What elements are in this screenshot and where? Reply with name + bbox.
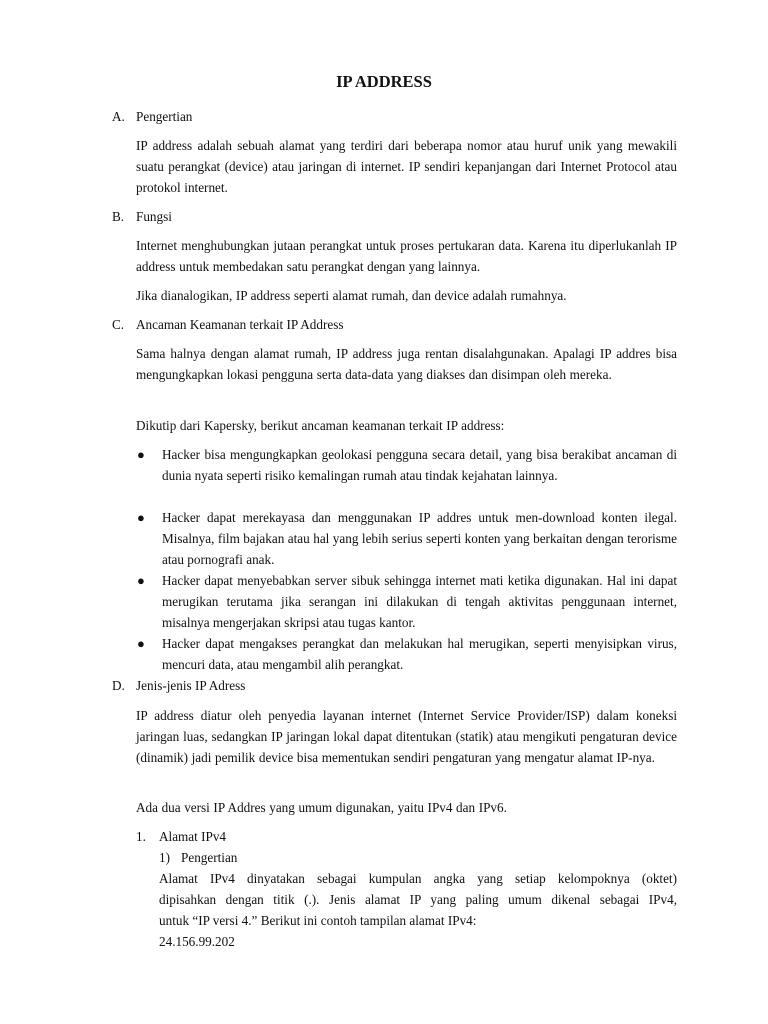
bullet-item: [136, 444, 677, 486]
bullet-text: Hacker bisa mengungkapkan geolokasi pengguna secara detail, yang bisa berakibat ancaman di dunia nyata seperti risiko kemalingan rumah atau tindak kejahatan lainnya.: [162, 447, 677, 483]
section-c-heading: [112, 314, 344, 335]
bullet-text: Hacker dapat mengakses perangkat dan melakukan hal merugikan, seperti menyisipkan virus, mencuri data, atau mengambil alih perangkat.: [162, 636, 677, 672]
bullet-item: [136, 570, 677, 633]
bullet-icon: ●: [137, 636, 145, 651]
section-d-paragraph-1: IP address diatur oleh penyedia layanan internet (Internet Service Provider/ISP) dalam koneksi jaringan luas, sedangkan IP jaringan lokal dapat ditentukan (statik) atau mengikuti pengaturan device (dinamik) jadi pemilik device bisa mementukan sendiri pengaturan yang mengatur alamat IP-nya.: [136, 708, 677, 765]
bullet-icon: ●: [137, 447, 145, 462]
section-a-paragraph-1: IP address adalah sebuah alamat yang terdiri dari beberapa nomor atau huruf unik yang mewakili suatu perangkat (device) atau jaringan di internet. IP sendiri kepanjangan dari Internet Protocol atau protokol internet.: [136, 138, 677, 195]
section-a-heading: [112, 106, 192, 127]
section-b-title: Fungsi: [136, 209, 172, 224]
section-a-title: Pengertian: [136, 109, 193, 124]
section-a-label: A.: [112, 109, 125, 124]
subsection-text-line: untuk “IP versi 4.” Berikut ini contoh tampilan alamat IPv4:: [159, 913, 477, 928]
section-b-paragraph-2: Jika dianalogikan, IP address seperti alamat rumah, dan device adalah rumahnya.: [136, 288, 567, 303]
document-title: IP ADDRESS: [336, 72, 432, 91]
subsection-label: 1.: [136, 829, 146, 844]
section-c-paragraph-2: Dikutip dari Kapersky, berikut ancaman keamanan terkait IP address:: [136, 418, 505, 433]
bullet-icon: ●: [137, 573, 145, 588]
subsection-item-heading: [159, 847, 237, 868]
section-d-label: D.: [112, 678, 125, 693]
section-c-paragraph-1: Sama halnya dengan alamat rumah, IP address juga rentan disalahgunakan. Apalagi IP addres bisa mengungkapkan lokasi pengguna serta data-data yang diakses dan disimpan oleh mereka.: [136, 346, 677, 382]
section-c-title: Ancaman Keamanan terkait IP Address: [136, 317, 344, 332]
subsection-item-title: Pengertian: [181, 850, 238, 865]
bullet-icon: ●: [137, 510, 145, 525]
section-d-paragraph-2: Ada dua versi IP Addres yang umum digunakan, yaitu IPv4 dan IPv6.: [136, 800, 507, 815]
section-b-heading: [112, 206, 172, 227]
section-b-paragraph-1: Internet menghubungkan jutaan perangkat untuk proses pertukaran data. Karena itu diperlukanlah IP address untuk membedakan satu perangkat dengan yang lainnya.: [136, 238, 677, 274]
section-c-label: C.: [112, 317, 125, 332]
bullet-item: [136, 507, 677, 570]
bullet-item: [136, 633, 677, 675]
section-b-label: B.: [112, 209, 125, 224]
bullet-text: Hacker dapat menyebabkan server sibuk sehingga internet mati ketika digunakan. Hal ini dapat merugikan terutama jika serangan ini dilakukan di tengah aktivitas penggunaan internet, misalnya mengerjakan skripsi atau tugas kantor.: [162, 573, 677, 630]
bullet-text: Hacker dapat merekayasa dan menggunakan IP addres untuk men-download konten ilegal. Misalnya, film bajakan atau hal yang lebih serius seperti konten yang berkaitan dengan terorisme atau pornografi anak.: [162, 510, 677, 567]
subsection-heading: [136, 826, 226, 847]
subsection-item-label: 1): [159, 850, 170, 865]
ipv4-example: 24.156.99.202: [159, 934, 235, 949]
subsection-title: Alamat IPv4: [159, 829, 227, 844]
section-d-title: Jenis-jenis IP Adress: [136, 678, 246, 693]
subsection-text-line: dipisahkan dengan titik (.). Jenis alamat IP yang paling umum dikenal sebagai IPv4,: [159, 892, 677, 907]
subsection-text-line: Alamat IPv4 dinyatakan sebagai kumpulan angka yang setiap kelompoknya (oktet): [159, 871, 677, 886]
section-d-heading: [112, 675, 245, 696]
